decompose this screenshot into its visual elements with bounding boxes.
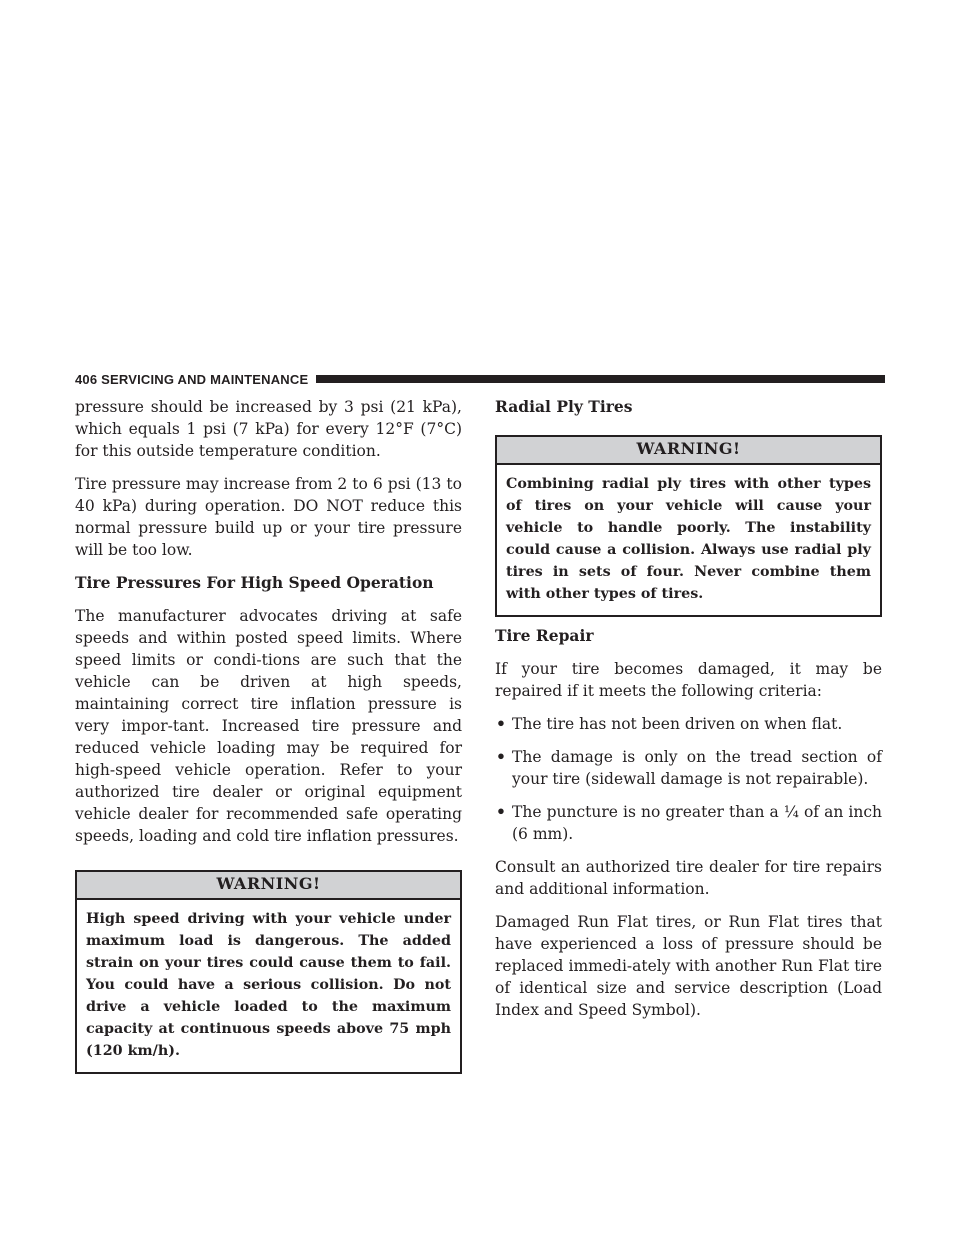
- left-column: [75, 396, 462, 1074]
- bullet-icon: •: [496, 714, 506, 733]
- header-rule: [316, 375, 885, 383]
- warning-title: WARNING!: [497, 437, 880, 465]
- list-item: [495, 713, 882, 735]
- page-number-section-title: 406 SERVICING AND MAINTENANCE: [75, 371, 309, 387]
- right-column: [495, 396, 882, 1021]
- page-header: [75, 370, 885, 388]
- paragraph-repair-criteria: If your tire becomes damaged, it may be repaired if it meets the following criteria:: [495, 660, 882, 700]
- warning-text: Combining radial ply tires with other types of tires on your vehicle will cause your vehicle to handle poorly. The instability could cause a collision. Always use radial ply tires in sets of four. Never combine them with other types of tires.: [506, 476, 871, 602]
- heading-tire-repair: Tire Repair: [495, 626, 594, 645]
- list-item-text: The puncture is no greater than a ¼ of an inch (6 mm).: [512, 803, 882, 843]
- list-item-text: The damage is only on the tread section of your tire (sidewall damage is not repairable).: [512, 748, 882, 788]
- list-item: [495, 801, 882, 845]
- paragraph-pressure-increase: Tire pressure may increase from 2 to 6 psi (13 to 40 kPa) during operation. DO NOT reduce this normal pressure build up or your tire pressure will be too low.: [75, 475, 462, 559]
- warning-title: WARNING!: [77, 872, 460, 900]
- paragraph-high-speed-advice: The manufacturer advocates driving at safe speeds and within posted speed limits. Where speed limits or condi-tions are such that the vehicle can be driven at high speeds, maintaining correct tire inflation pressure is very impor-tant. Increased tire pressure and reduced vehicle loading may be required for high-speed vehicle operation. Refer to your authorized tire dealer or original equipment vehicle dealer for recommended safe operating speeds, loading and cold tire inflation pressures.: [75, 607, 462, 845]
- bullet-icon: •: [496, 802, 506, 821]
- paragraph-run-flat: Damaged Run Flat tires, or Run Flat tires that have experienced a loss of pressure should be replaced immedi-ately with another Run Flat tire of identical size and service description (Load Index and Speed Symbol).: [495, 913, 882, 1019]
- paragraph-consult-dealer: Consult an authorized tire dealer for tire repairs and additional information.: [495, 858, 882, 898]
- paragraph-outside-temperature: pressure should be increased by 3 psi (21 kPa), which equals 1 psi (7 kPa) for every 12°F (7°C) for this outside temperature condition.: [75, 398, 462, 460]
- warning-box-high-speed: [75, 870, 462, 1074]
- list-item-text: The tire has not been driven on when flat.: [512, 715, 843, 733]
- repair-criteria-list: [495, 713, 882, 845]
- warning-box-radial-ply: [495, 435, 882, 617]
- warning-text: High speed driving with your vehicle under maximum load is dangerous. The added strain on your tires could cause them to fail. You could have a serious collision. Do not drive a vehicle loaded to the maximum capacity at continuous speeds above 75 mph (120 km/h).: [86, 911, 451, 1059]
- heading-high-speed-operation: Tire Pressures For High Speed Operation: [75, 573, 434, 592]
- heading-radial-ply-tires: Radial Ply Tires: [495, 397, 633, 416]
- bullet-icon: •: [496, 747, 506, 766]
- list-item: [495, 746, 882, 790]
